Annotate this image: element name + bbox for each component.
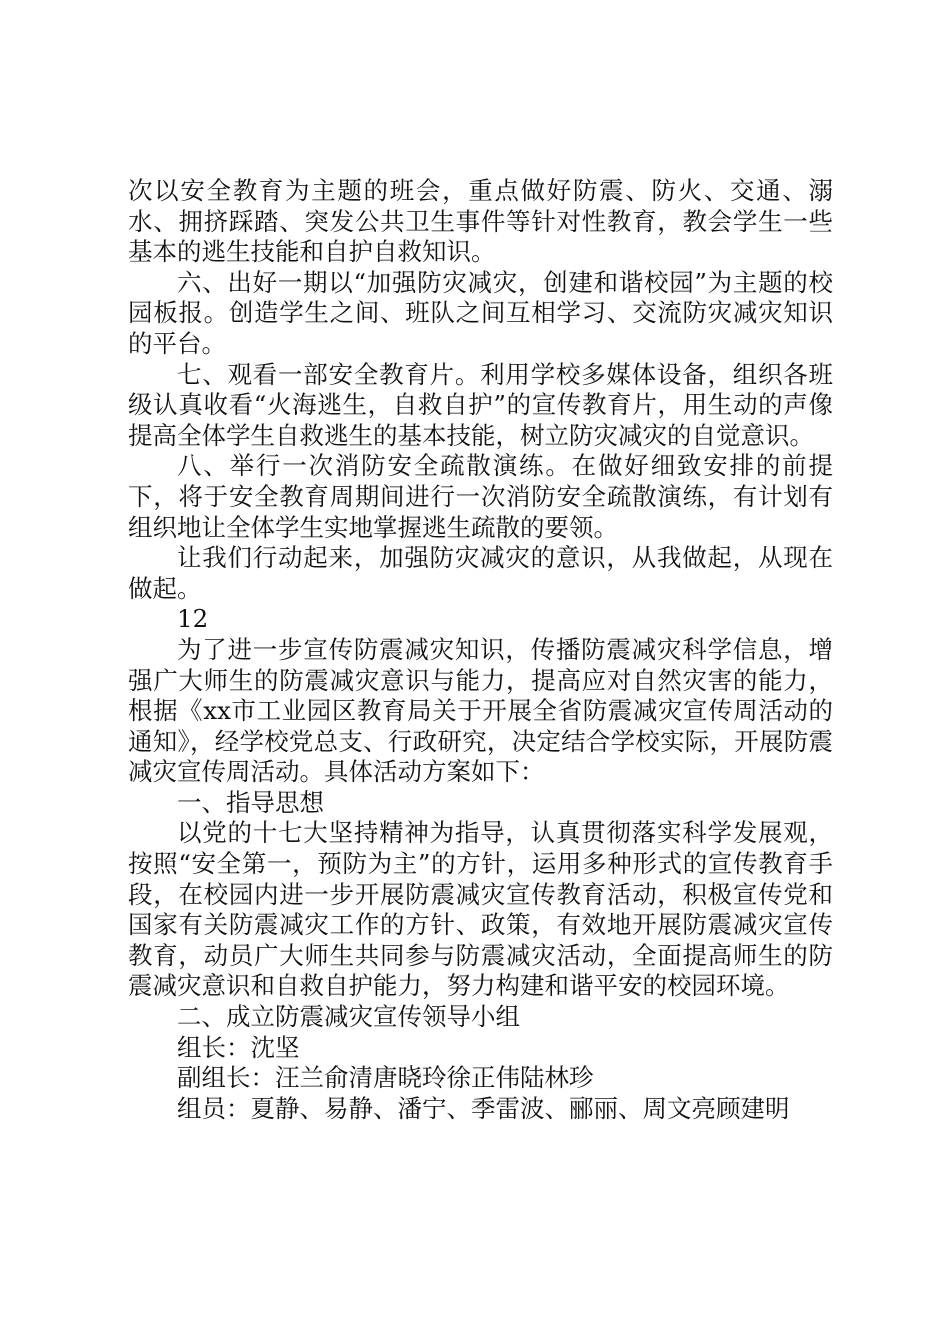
group-leader: 组长：沈坚 <box>177 1032 300 1062</box>
paragraph-closing: 让我们行动起来，加强防灾减灾的意识，从我做起，从现在做起。 <box>128 543 833 603</box>
heading-guiding-ideology: 一、指导思想 <box>177 787 324 817</box>
group-deputy-leaders: 副组长：汪兰俞清唐晓玲徐正伟陆林珍 <box>177 1063 594 1093</box>
heading-leadership-group: 二、成立防震减灾宣传领导小组 <box>177 1002 520 1032</box>
section-number: 12 <box>177 604 209 634</box>
paragraph-item-8: 八、举行一次消防安全疏散演练。在做好细致安排的前提下，将于安全教育周期间进行一次消防安全疏散演练，有计划有组织地让全体学生实地掌握逃生疏散的要领。 <box>128 451 833 542</box>
paragraph-item-6: 六、出好一期以“加强防灾减灾，创建和谐校园”为主题的校园板报。创造学生之间、班队之间互相学习、交流防灾减灾知识的平台。 <box>128 267 833 358</box>
group-members: 组员：夏静、易静、潘宁、季雷波、郦丽、周文亮顾建明 <box>177 1093 790 1123</box>
document-body <box>128 176 833 1124</box>
paragraph-guiding-ideology: 以党的十七大坚持精神为指导，认真贯彻落实科学发展观，按照“安全第一，预防为主”的方针，运用多种形式的宣传教育手段，在校园内进一步开展防震减灾宣传教育活动，积极宣传党和国家有关防震减灾工作的方针、政策，有效地开展防震减灾宣传教育，动员广大师生共同参与防震减灾活动，全面提高师生的防震减灾意识和自救自护能力，努力构建和谐平安的校园环境。 <box>128 818 833 1001</box>
paragraph-intro: 为了进一步宣传防震减灾知识，传播防震减灾科学信息，增强广大师生的防震减灾意识与能力，提高应对自然灾害的能力，根据《xx市工业园区教育局关于开展全省防震减灾宣传周活动的通知》，经学校党总支、行政研究，决定结合学校实际，开展防震减灾宣传周活动。具体活动方案如下： <box>128 634 833 787</box>
paragraph-item-7: 七、观看一部安全教育片。利用学校多媒体设备，组织各班级认真收看“火海逃生，自救自护”的宣传教育片，用生动的声像提高全体学生自救逃生的基本技能，树立防灾减灾的自觉意识。 <box>128 359 833 450</box>
paragraph-continuation: 次以安全教育为主题的班会，重点做好防震、防火、交通、溺水、拥挤踩踏、突发公共卫生事件等针对性教育，教会学生一些基本的逃生技能和自护自救知识。 <box>128 176 833 267</box>
